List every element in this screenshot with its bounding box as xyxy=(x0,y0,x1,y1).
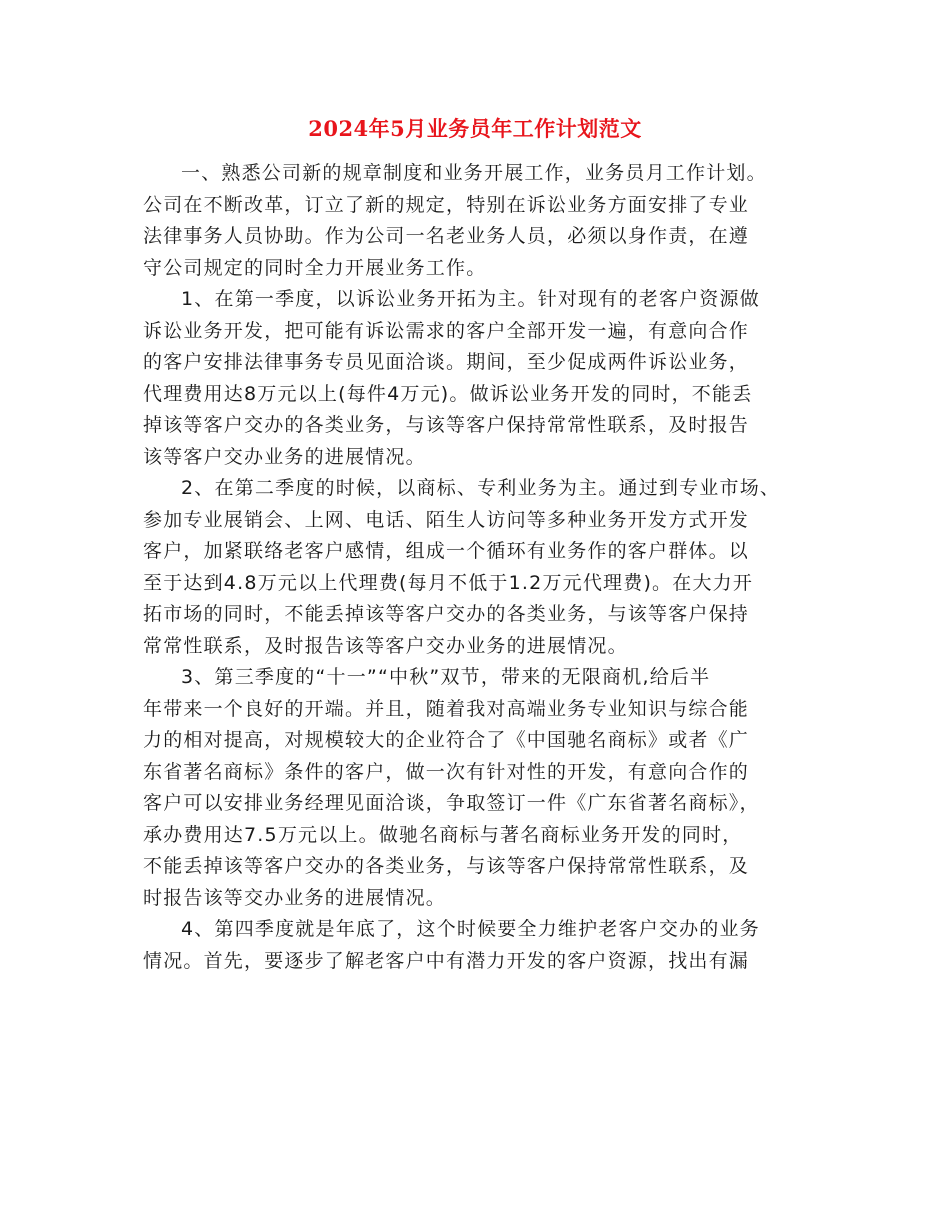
text-line: 至于达到4.8万元以上代理费(每月不低于1.2万元代理费)。在大力开 xyxy=(143,571,754,594)
text-line: 一、熟悉公司新的规章制度和业务开展工作，业务员月工作计划。 xyxy=(181,162,767,184)
text-line: 守公司规定的同时全力开展业务工作。 xyxy=(143,256,487,279)
text-line: 该等客户交办业务的进展情况。 xyxy=(143,445,426,468)
text-line: 年带来一个良好的开端。并且，随着我对高端业务专业知识与综合能 xyxy=(143,697,750,720)
document-title: 2024年5月业务员年工作计划范文 xyxy=(308,116,642,141)
text-line: 客户可以安排业务经理见面洽谈，争取签订一件《广东省著名商标》， xyxy=(143,792,760,814)
text-line: 拓市场的同时，不能丢掉该等客户交办的各类业务，与该等客户保持 xyxy=(143,603,750,625)
text-line: 承办费用达7.5万元以上。做驰名商标与著名商标业务开发的同时， xyxy=(143,823,743,846)
text-line: 力的相对提高，对规模较大的企业符合了《中国驰名商标》或者《广 xyxy=(143,729,750,751)
text-line: 的客户安排法律事务专员见面洽谈。期间，至少促成两件诉讼业务， xyxy=(143,351,750,373)
paragraph-intro xyxy=(143,158,823,284)
text-line: 情况。首先，要逐步了解老客户中有潜力开发的客户资源，找出有漏 xyxy=(143,949,750,972)
text-line: 东省著名商标》条件的客户，做一次有针对性的开发，有意向合作的 xyxy=(143,760,750,783)
text-line: 客户，加紧联络老客户感情，组成一个循环有业务作的客户群体。以 xyxy=(143,540,750,562)
text-line: 2、在第二季度的时候，以商标、专利业务为主。通过到专业市场、 xyxy=(181,477,781,499)
text-line: 代理费用达8万元以上(每件4万元)。做诉讼业务开发的同时，不能丢 xyxy=(143,382,753,405)
paragraph-q2 xyxy=(143,473,823,662)
text-line: 3、第三季度的“十一”“中秋”双节，带来的无限商机,给后半 xyxy=(181,666,711,688)
text-line: 公司在不断改革，订立了新的规定，特别在诉讼业务方面安排了专业 xyxy=(143,193,750,216)
paragraph-q4 xyxy=(143,914,823,977)
text-line: 不能丢掉该等客户交办的各类业务，与该等客户保持常常性联系，及 xyxy=(143,855,750,877)
text-line: 时报告该等交办业务的进展情况。 xyxy=(143,886,447,909)
text-line: 常常性联系，及时报告该等客户交办业务的进展情况。 xyxy=(143,634,628,657)
text-line: 1、在第一季度，以诉讼业务开拓为主。针对现有的老客户资源做 xyxy=(181,288,760,310)
text-line: 参加专业展销会、上网、电话、陌生人访问等多种业务开发方式开发 xyxy=(143,508,750,531)
text-line: 诉讼业务开发，把可能有诉讼需求的客户全部开发一遍，有意向合作 xyxy=(143,319,750,342)
text-line: 掉该等客户交办的各类业务，与该等客户保持常常性联系，及时报告 xyxy=(143,414,750,436)
text-line: 4、第四季度就是年底了，这个时候要全力维护老客户交办的业务 xyxy=(181,918,760,940)
paragraph-q3 xyxy=(143,662,823,914)
paragraph-q1 xyxy=(143,284,823,473)
document-body xyxy=(143,158,823,977)
text-line: 法律事务人员协助。作为公司一名老业务人员，必须以身作责，在遵 xyxy=(143,225,750,247)
